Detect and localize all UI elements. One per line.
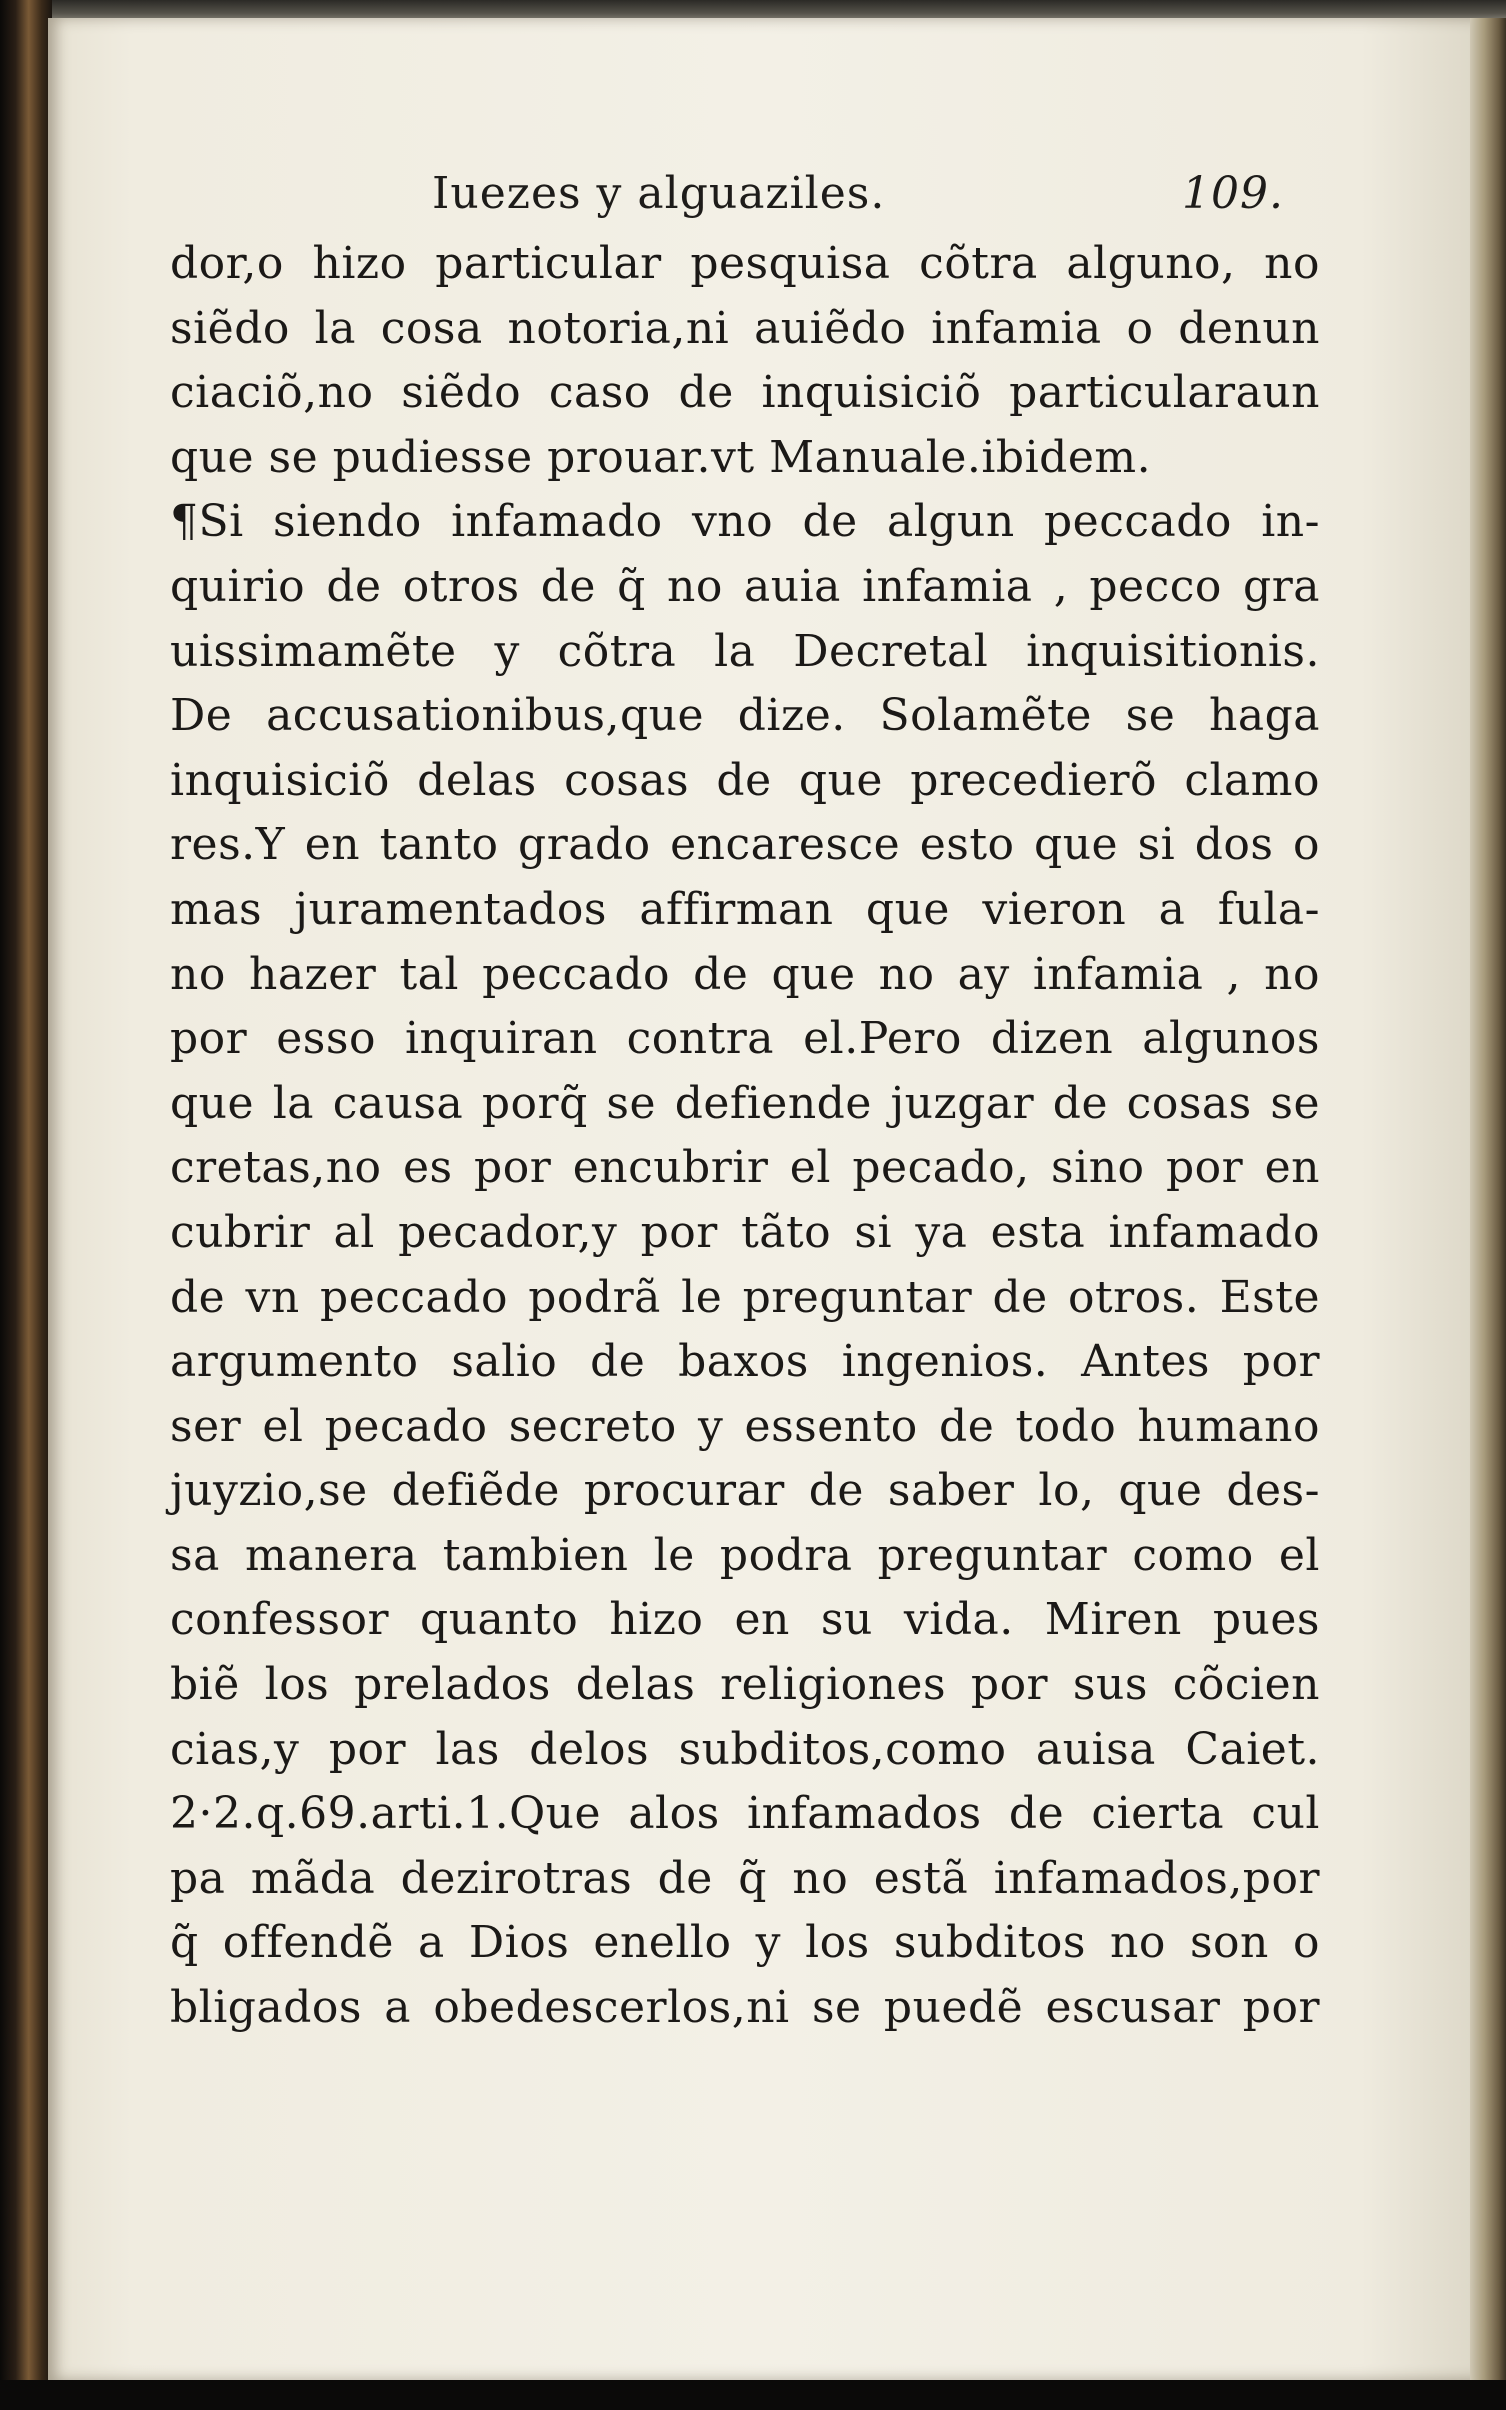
text-line: ciaciõ,no siẽdo caso de inquisiciõ particularaun (170, 367, 1320, 419)
text-line: por esso inquiran contra el.Pero dizen algunos (170, 1013, 1320, 1065)
text-line: biẽ los prelados delas religiones por sus cõcien (170, 1659, 1320, 1711)
text-line: ser el pecado secreto y essento de todo humano (170, 1400, 1320, 1452)
text-line: dor,o hizo particular pesquisa cõtra alguno, no (170, 238, 1320, 289)
folio-number: 109. (1182, 168, 1284, 219)
text-line: confessor quanto hizo en su vida. Miren pues (170, 1594, 1320, 1646)
text-line: pa mãda dezirotras de q̃ no estã infamados,por (170, 1852, 1320, 1904)
text-line: res.Y en tanto grado encaresce esto que si dos o (170, 819, 1320, 871)
text-line: que se pudiesse prouar.vt Manuale.ibidem. (170, 431, 1152, 483)
text-line: cias,y por las delos subditos,como auisa Caiet. (170, 1723, 1320, 1775)
text-line: de vn peccado podrã le preguntar de otros. Este (170, 1271, 1320, 1323)
text-line: ¶Si siendo infamado vno de algun peccado in- (170, 496, 1320, 548)
text-line: cubrir al pecador,y por tãto si ya esta infamado (170, 1206, 1320, 1258)
text-line: siẽdo la cosa notoria,ni auiẽdo infamia o denun (170, 302, 1320, 354)
running-head (170, 168, 1300, 238)
text-line: 2·2.q.69.arti.1.Que alos infamados de cierta cul (170, 1788, 1320, 1840)
text-line: mas juramentados affirman que vieron a fula- (170, 883, 1320, 935)
text-line: cretas,no es por encubrir el pecado, sino por en (170, 1142, 1320, 1194)
text-line: uissimamẽte y cõtra la Decretal inquisitionis. (170, 625, 1320, 677)
text-line: De accusationibus,que dize. Solamẽte se haga (170, 690, 1320, 742)
running-title: Iuezes y alguaziles. (432, 168, 886, 219)
book-binding (0, 0, 52, 2410)
text-line: juyzio,se defiẽde procurar de saber lo, que des- (170, 1465, 1320, 1517)
text-line: inquisiciõ delas cosas de que precedierõ clamo (170, 754, 1320, 806)
body-text (170, 232, 1320, 2041)
text-line: q̃ offendẽ a Dios enello y los subditos no son o (170, 1917, 1320, 1969)
text-line: no hazer tal peccado de que no ay infamia , no (170, 948, 1320, 1000)
text-line: bligados a obedescerlos,ni se puedẽ escusar por (170, 1982, 1320, 2034)
text-line: que la causa porq̃ se defiende juzgar de cosas se (170, 1077, 1320, 1129)
text-line: quirio de otros de q̃ no auia infamia , pecco gra (170, 560, 1320, 612)
right-page-edge (1470, 18, 1506, 2380)
text-line: argumento salio de baxos ingenios. Antes por (170, 1336, 1320, 1388)
text-line: sa manera tambien le podra preguntar como el (170, 1529, 1320, 1581)
bottom-shadow (0, 2380, 1506, 2410)
